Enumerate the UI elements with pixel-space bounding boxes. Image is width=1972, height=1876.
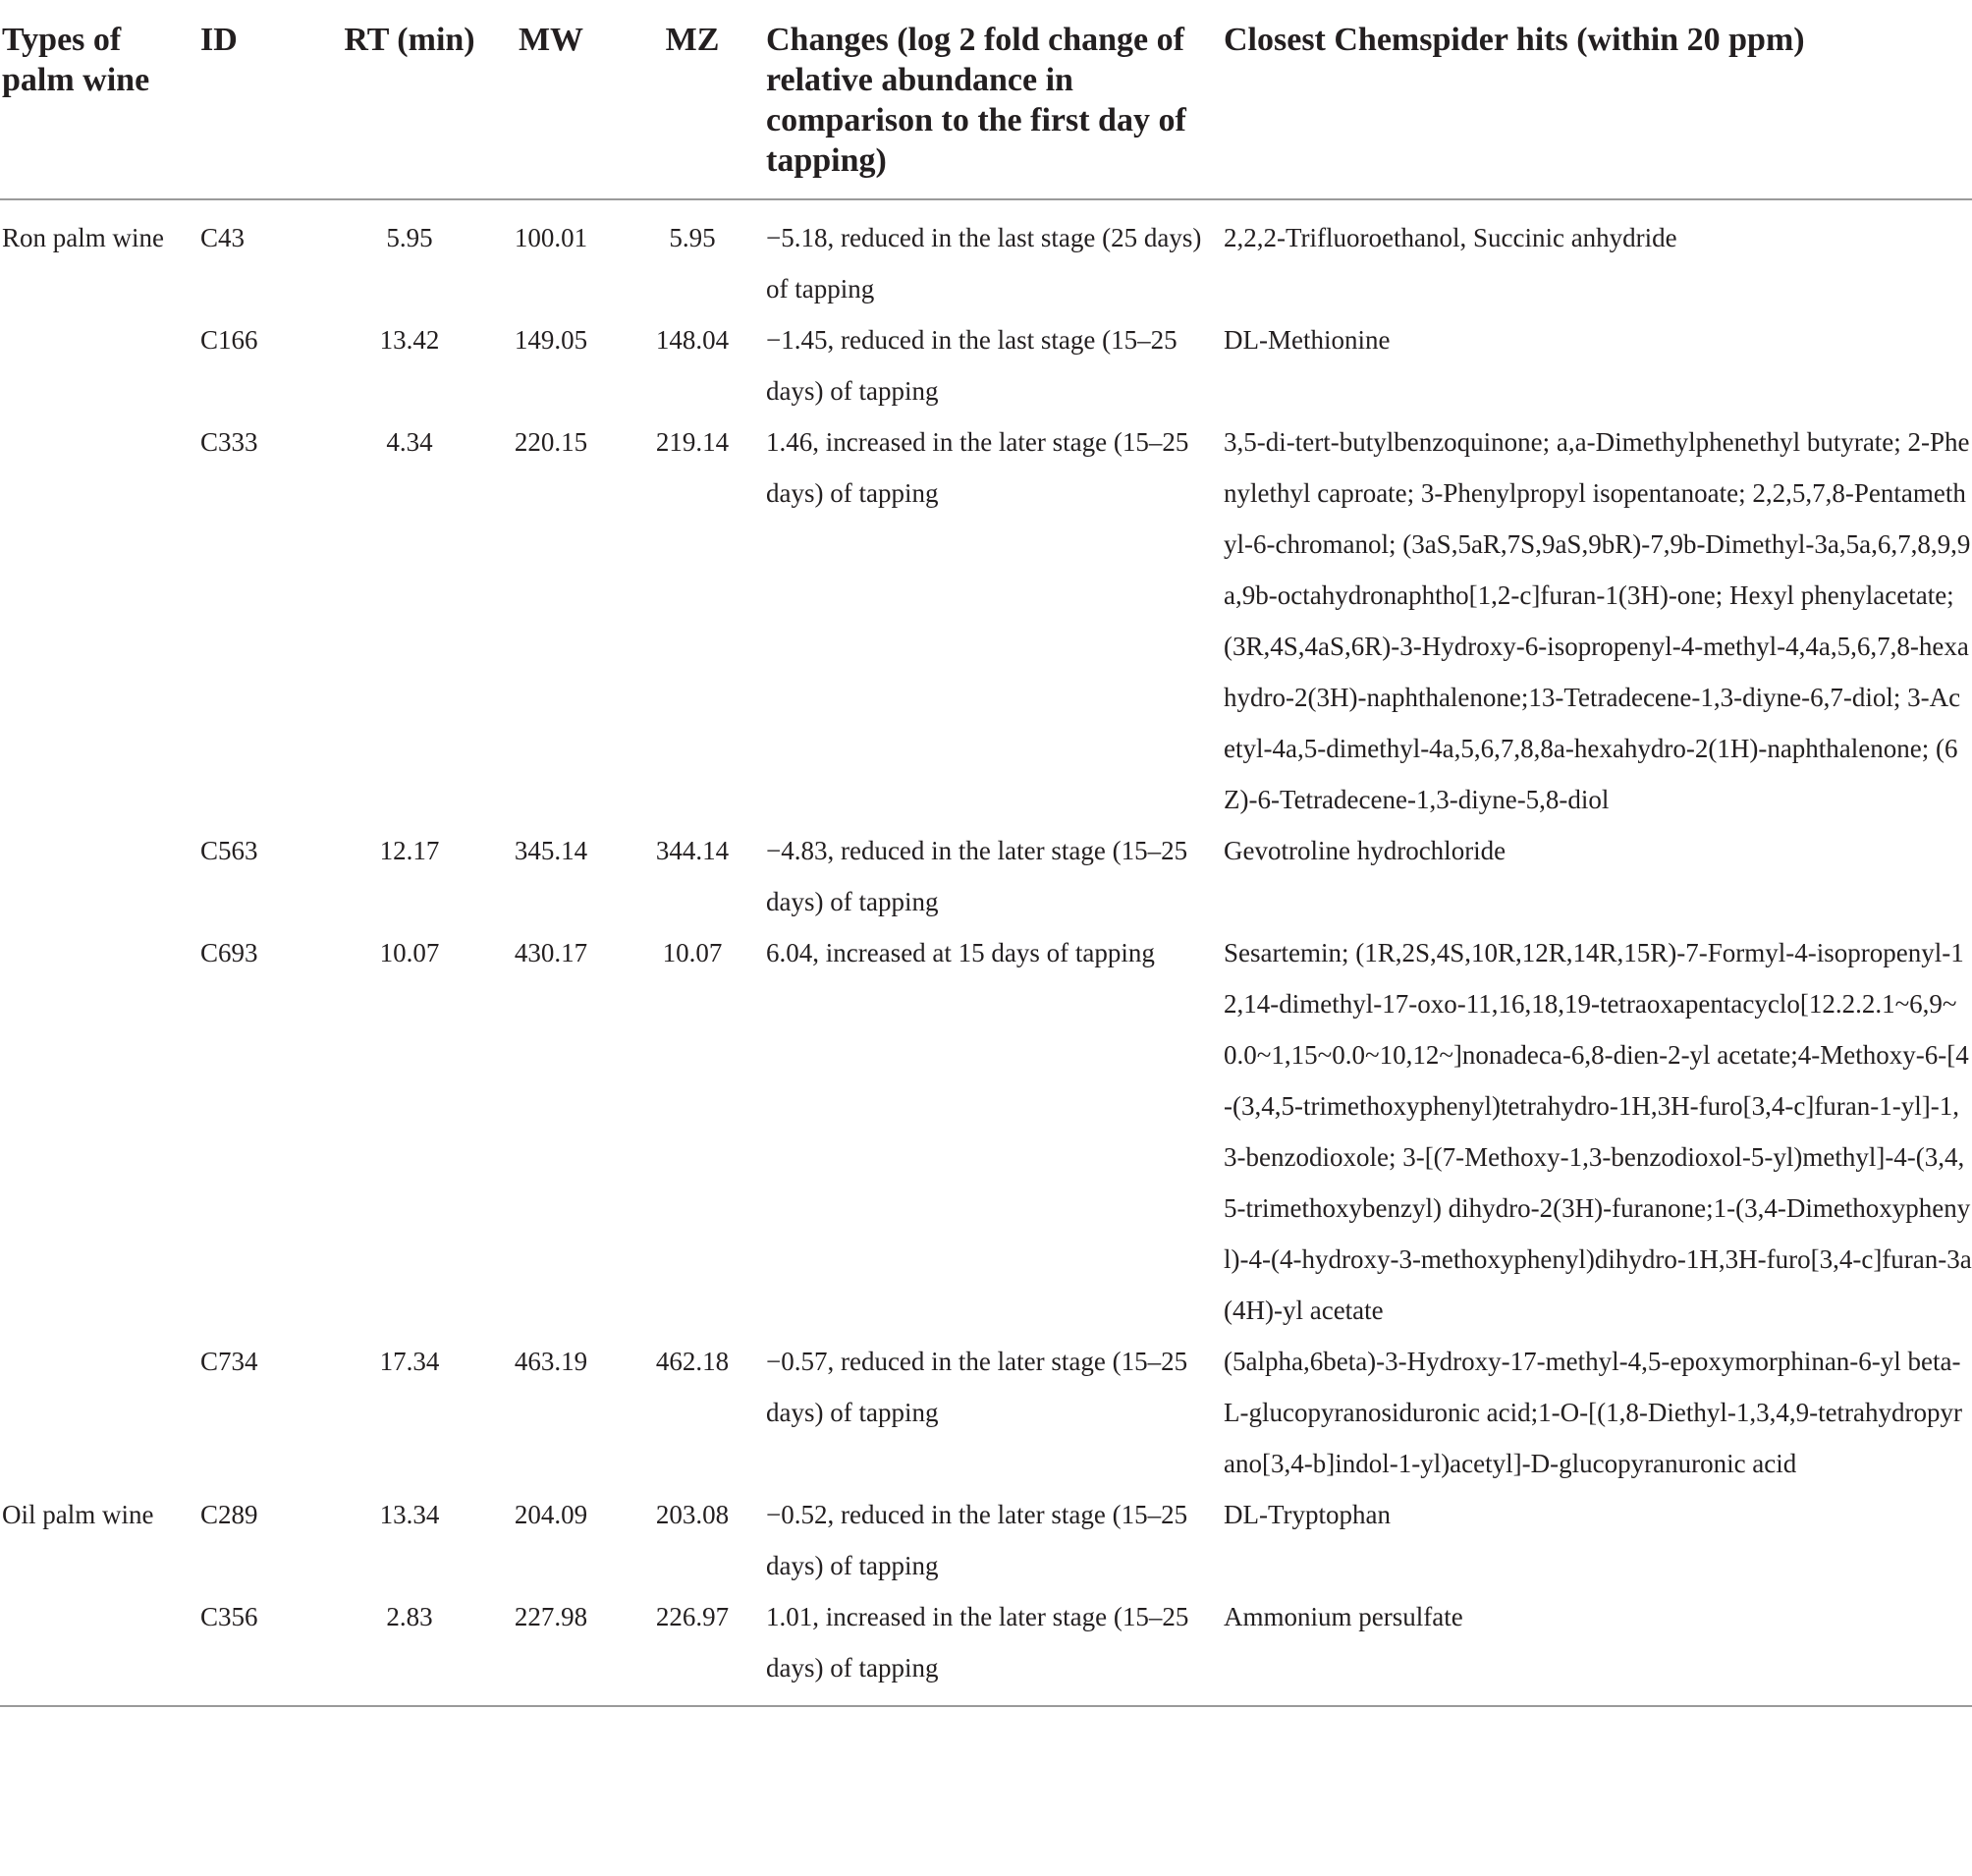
header-changes: Changes (log 2 fold change of relative abundance in comparison to the first day of tapping) (766, 22, 1186, 179)
cell-mw: 220.15 (514, 427, 588, 457)
cell-changes: 1.01, increased in the later stage (15–25 days) of tapping (766, 1602, 1189, 1683)
cell-id: C563 (200, 836, 258, 865)
table-row (0, 416, 1972, 825)
cell-rt: 10.07 (379, 938, 440, 967)
header-rt: RT (min) (344, 22, 475, 58)
cell-mz: 219.14 (655, 427, 730, 457)
cell-rt: 17.34 (379, 1347, 440, 1376)
cell-type: Oil palm wine (2, 1500, 154, 1529)
cell-mz: 148.04 (655, 325, 730, 355)
cell-rt: 4.34 (386, 427, 433, 457)
cell-type (0, 927, 200, 1336)
cell-id: C356 (200, 1602, 258, 1631)
cell-changes: −0.57, reduced in the later stage (15–25 days) of tapping (766, 1347, 1188, 1427)
cell-mw: 149.05 (514, 325, 588, 355)
cell-rt: 13.42 (379, 325, 440, 355)
table-row (0, 199, 1972, 314)
cell-hits: DL-Methionine (1224, 325, 1391, 355)
cell-hits: 3,5-di-tert-butylbenzoquinone; a,a-Dimethylphenethyl butyrate; 2-Phenylethyl caproate; 3-Phenylpropyl isopentanoate; 2,2,5,7,8-Pentamethyl-6-chromanol; (3aS,5aR,7S,9aS,9bR)-7,9b-Dimethyl-3a,5a,6,7,8,9,9a,9b-octahydronaphtho[1,2-c]furan-1(3H)-one; Hexyl phenylacetate;(3R,4S,4aS,6R)-3-Hydroxy-6-isopropenyl-4-methyl-4,4a,5,6,7,8-hexahydro-2(3H)-naphthalenone;13-Tetradecene-1,3-diyne-6,7-diol; 3-Acetyl-4a,5-dimethyl-4a,5,6,7,8,8a-hexahydro-2(1H)-naphthalenone; (6Z)-6-Tetradecene-1,3-diyne-5,8-diol (1224, 427, 1971, 814)
cell-mz: 203.08 (655, 1500, 730, 1529)
cell-id: C734 (200, 1347, 258, 1376)
cell-changes: 6.04, increased at 15 days of tapping (766, 938, 1155, 967)
cell-hits: Gevotroline hydrochloride (1224, 836, 1506, 865)
cell-changes: −4.83, reduced in the later stage (15–25 days) of tapping (766, 836, 1188, 916)
cell-id: C43 (200, 223, 246, 252)
cell-hits: 2,2,2-Trifluoroethanol, Succinic anhydride (1224, 223, 1677, 252)
cell-type (0, 416, 200, 825)
cell-id: C333 (200, 427, 258, 457)
cell-rt: 5.95 (386, 223, 433, 252)
cell-hits: DL-Tryptophan (1224, 1500, 1392, 1529)
cell-type (0, 314, 200, 416)
cell-id: C289 (200, 1500, 258, 1529)
cell-mw: 463.19 (514, 1347, 588, 1376)
header-type: Types of palm wine (2, 22, 150, 98)
cell-id: C693 (200, 938, 258, 967)
header-mz: MZ (665, 22, 720, 58)
header-id: ID (200, 22, 238, 58)
table-row (0, 825, 1972, 927)
cell-rt: 13.34 (379, 1500, 440, 1529)
cell-mz: 10.07 (662, 938, 723, 967)
cell-changes: −5.18, reduced in the last stage (25 days) of tapping (766, 223, 1202, 303)
cell-hits: Sesartemin; (1R,2S,4S,10R,12R,14R,15R)-7-Formyl-4-isopropenyl-12,14-dimethyl-17-oxo-11,16,18,19-tetraoxapentacyclo[12.2.2.1~6,9~0.0~1,15~0.0~10,12~]nonadeca-6,8-dien-2-yl acetate;4-Methoxy-6-[4-(3,4,5-trimethoxyphenyl)tetrahydro-1H,3H-furo[3,4-c]furan-1-yl]-1,3-benzodioxole; 3-[(7-Methoxy-1,3-benzodioxol-5-yl)methyl]-4-(3,4,5-trimethoxybenzyl) dihydro-2(3H)-furanone;1-(3,4-Dimethoxyphenyl)-4-(4-hydroxy-3-methoxyphenyl)dihydro-1H,3H-furo[3,4-c]furan-3a(4H)-yl acetate (1224, 938, 1972, 1325)
cell-id: C166 (200, 325, 258, 355)
cell-mw: 100.01 (514, 223, 588, 252)
cell-changes: 1.46, increased in the later stage (15–25 days) of tapping (766, 427, 1189, 508)
table-row (0, 1489, 1972, 1591)
cell-type (0, 825, 200, 927)
cell-changes: −1.45, reduced in the last stage (15–25 days) of tapping (766, 325, 1178, 406)
cell-mz: 226.97 (655, 1602, 730, 1631)
table-row (0, 1591, 1972, 1706)
cell-type (0, 1591, 200, 1706)
header-row (0, 0, 1972, 199)
cell-type: Ron palm wine (2, 223, 164, 252)
cell-mw: 345.14 (514, 836, 588, 865)
cell-hits: (5alpha,6beta)-3-Hydroxy-17-methyl-4,5-epoxymorphinan-6-yl beta-L-glucopyranosiduronic acid;1-O-[(1,8-Diethyl-1,3,4,9-tetrahydropyrano[3,4-b]indol-1-yl)acetyl]-D-glucopyranuronic acid (1224, 1347, 1963, 1478)
cell-hits: Ammonium persulfate (1224, 1602, 1463, 1631)
cell-mw: 227.98 (514, 1602, 588, 1631)
cell-mz: 344.14 (655, 836, 730, 865)
cell-mw: 430.17 (514, 938, 588, 967)
table-row (0, 314, 1972, 416)
cell-mw: 204.09 (514, 1500, 588, 1529)
cell-rt: 2.83 (386, 1602, 433, 1631)
table-row (0, 927, 1972, 1336)
cell-type (0, 1336, 200, 1489)
table-row (0, 1336, 1972, 1489)
cell-mz: 5.95 (669, 223, 716, 252)
header-mw: MW (518, 22, 584, 58)
header-hits: Closest Chemspider hits (within 20 ppm) (1224, 22, 1805, 58)
cell-changes: −0.52, reduced in the later stage (15–25 days) of tapping (766, 1500, 1188, 1580)
cell-rt: 12.17 (379, 836, 440, 865)
cell-mz: 462.18 (655, 1347, 730, 1376)
